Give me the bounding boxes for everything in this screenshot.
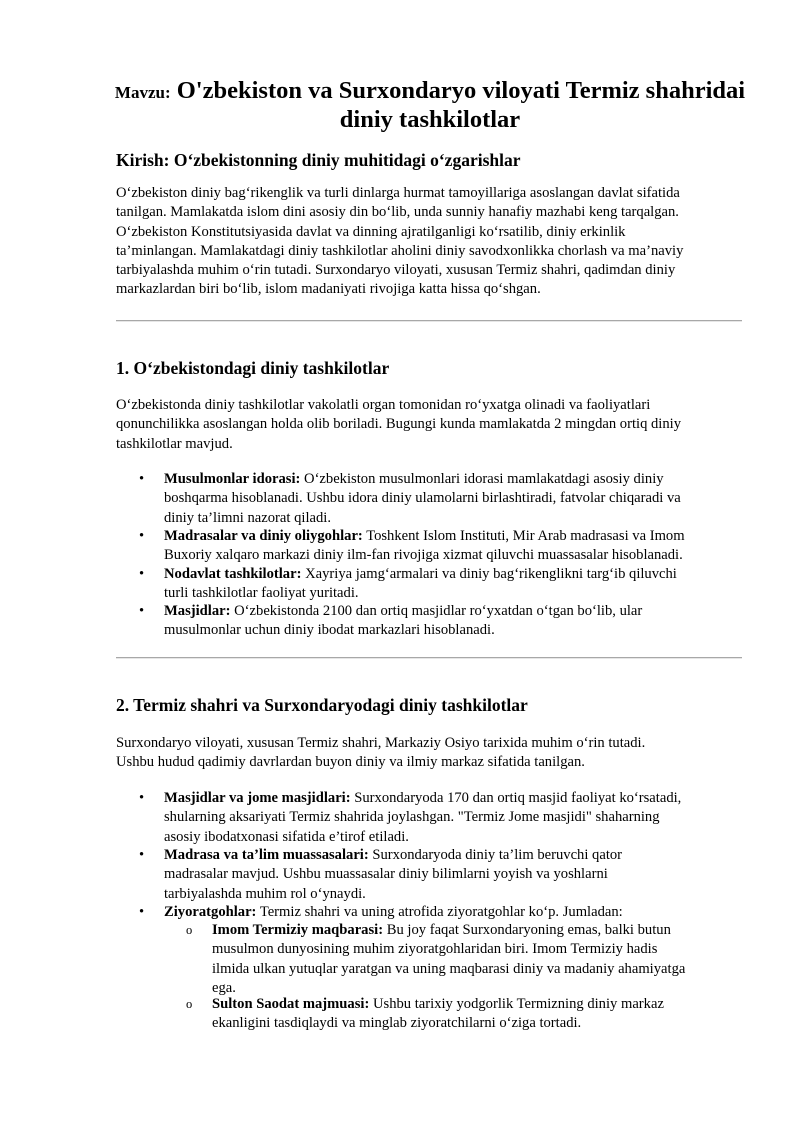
- list-item-text: O‘zbekiston musulmonlari idorasi mamlakatdagi asosiy diniy: [304, 471, 664, 487]
- paragraph-line: O‘zbekiston Konstitutsiyasida davlat va dinning ajratilganligi ko‘rsatilib, diniy erkinlik: [116, 223, 626, 240]
- document-title: [90, 77, 770, 133]
- list-item-text: musulmon dunyosining muhim ziyoratgohlaridan biri. Imom Termiziy hadis: [212, 941, 658, 958]
- list-item-text: Toshkent Islom Instituti, Mir Arab madrasasi va Imom: [366, 528, 685, 544]
- list-item-text: Termiz shahri va uning atrofida ziyoratgohlar ko‘p. Jumladan:: [259, 904, 623, 920]
- list-item-term: Masjidlar:: [164, 603, 231, 619]
- intro-paragraph: [116, 184, 756, 300]
- paragraph-line: qonunchilikka asoslangan holda olib boriladi. Bugungi kunda mamlakatda 2 mingdan ortiq diniy: [116, 416, 682, 433]
- list-item-term: Musulmonlar idorasi:: [164, 471, 301, 487]
- list-item-text: ega.: [212, 979, 236, 996]
- list-item-text: asosiy ibodatxonasi sifatida e’tirof etiladi.: [164, 828, 409, 845]
- section2-paragraph: [116, 734, 756, 773]
- bullet-icon: •: [139, 790, 145, 806]
- list-item-text: boshqarma hisoblanadi. Ushbu idora diniy ulamolarni birlashtiradi, fatvolar chiqaradi va: [164, 490, 681, 507]
- paragraph-line: ta’minlangan. Mamlakatdagi diniy tashkilotlar aholini diniy savodxonlikka chorlash va ma’naviy: [116, 242, 684, 259]
- section1-paragraph: [116, 396, 756, 454]
- list-item-term: Sulton Saodat majmuasi:: [212, 996, 370, 1012]
- list-item-term: Madrasa va ta’lim muassasalari:: [164, 847, 369, 863]
- bullet-icon: •: [139, 904, 145, 920]
- list-item-term: Nodavlat tashkilotlar:: [164, 566, 302, 582]
- section2-heading: 2. Termiz shahri va Surxondaryodagi diniy tashkilotlar: [116, 695, 528, 715]
- circle-bullet-icon: o: [186, 997, 193, 1011]
- paragraph-line: O‘zbekiston diniy bag‘rikenglik va turli dinlarga hurmat tamoyillariga asoslangan davlat sifatida: [116, 185, 680, 201]
- bullet-icon: •: [139, 603, 145, 619]
- circle-bullet-icon: o: [186, 923, 193, 937]
- list-item-text: Bu joy faqat Surxondaryoning emas, balki butun: [386, 922, 671, 938]
- paragraph-line: Ushbu hudud qadimiy davrlardan buyon diniy va ilmiy markaz sifatida tanilgan.: [116, 754, 585, 771]
- list-item-text: shularning aksariyati Termiz shahrida joylashgan. "Termiz Jome masjidi" shaharning: [164, 809, 660, 826]
- list-item-text: Buxoriy xalqaro markazi diniy ilm-fan rivojiga xizmat qiluvchi muassasalar hisoblanadi.: [164, 547, 683, 564]
- intro-heading: Kirish: O‘zbekistonning diniy muhitidagi o‘zgarishlar: [116, 150, 521, 170]
- list-item-text: madrasalar mavjud. Ushbu muassasalar diniy bilimlarni yoyish va yoshlarni: [164, 866, 608, 883]
- list-item-text: Surxondaryoda diniy ta’lim beruvchi qator: [372, 847, 623, 863]
- title-line-2: diniy tashkilotlar: [339, 106, 521, 133]
- list-item-text: tarbiyalashda muhim rol o‘ynaydi.: [164, 885, 366, 902]
- list-item-text: diniy ta’limni nazorat qiladi.: [164, 509, 331, 526]
- paragraph-line: O‘zbekistonda diniy tashkilotlar vakolatli organ tomonidan ro‘yxatga olinadi va faoliyatlari: [116, 397, 651, 413]
- list-item-text: turli tashkilotlar faoliyat yuritadi.: [164, 585, 359, 602]
- paragraph-line: Surxondaryo viloyati, xususan Termiz shahri, Markaziy Osiyo tarixida muhim o‘rin tutadi.: [116, 735, 646, 751]
- section1-heading: 1. O‘zbekistondagi diniy tashkilotlar: [116, 358, 390, 378]
- list-item-text: Surxondaryoda 170 dan ortiq masjid faoliyat ko‘rsatadi,: [354, 790, 682, 806]
- list-item-text: O‘zbekistonda 2100 dan ortiq masjidlar ro‘yxatdan o‘tgan bo‘lib, ular: [234, 603, 643, 619]
- list-item-term: Ziyoratgohlar:: [164, 904, 257, 920]
- list-item-term: Imom Termiziy maqbarasi:: [212, 922, 384, 938]
- title-line-1: O'zbekiston va Surxondaryo viloyati Termiz shahridai: [176, 77, 746, 104]
- list-item-term: Masjidlar va jome masjidlari:: [164, 790, 351, 806]
- list-item-text: ekanligini tasdiqlaydi va minglab ziyoratchilarni o‘ziga tortadi.: [212, 1015, 582, 1032]
- list-item-term: Madrasalar va diniy oliygohlar:: [164, 528, 363, 544]
- bullet-icon: •: [139, 471, 145, 487]
- list-item-text: Ushbu tarixiy yodgorlik Termizning diniy markaz: [372, 996, 664, 1012]
- paragraph-line: tarbiyalashda muhim o‘rin tutadi. Surxondaryo viloyati, xususan Termiz shahri, qadimdan diniy: [116, 262, 676, 279]
- paragraph-line: tashkilotlar mavjud.: [116, 435, 233, 452]
- bullet-icon: •: [139, 847, 145, 863]
- bullet-icon: •: [139, 528, 145, 544]
- paragraph-line: markazlardan biri bo‘lib, islom madaniyati rivojiga katta hissa qo‘shgan.: [116, 281, 541, 298]
- paragraph-line: tanilgan. Mamlakatda islom dini asosiy din bo‘lib, unda sunniy hanafiy mazhabi keng tarqalgan.: [116, 204, 679, 221]
- bullet-icon: •: [139, 566, 145, 582]
- list-item-text: Xayriya jamg‘armalari va diniy bag‘rikenglikni targ‘ib qiluvchi: [305, 566, 677, 582]
- horizontal-divider: [116, 657, 742, 659]
- list-item-text: musulmonlar uchun diniy ibodat markazlari hisoblanadi.: [164, 622, 495, 639]
- horizontal-divider: [116, 320, 742, 322]
- title-label: Mavzu:: [114, 83, 171, 102]
- list-item-text: ilmida ulkan yutuqlar yaratgan va uning maqbarasi diniy va madaniy ahamiyatga: [212, 960, 686, 977]
